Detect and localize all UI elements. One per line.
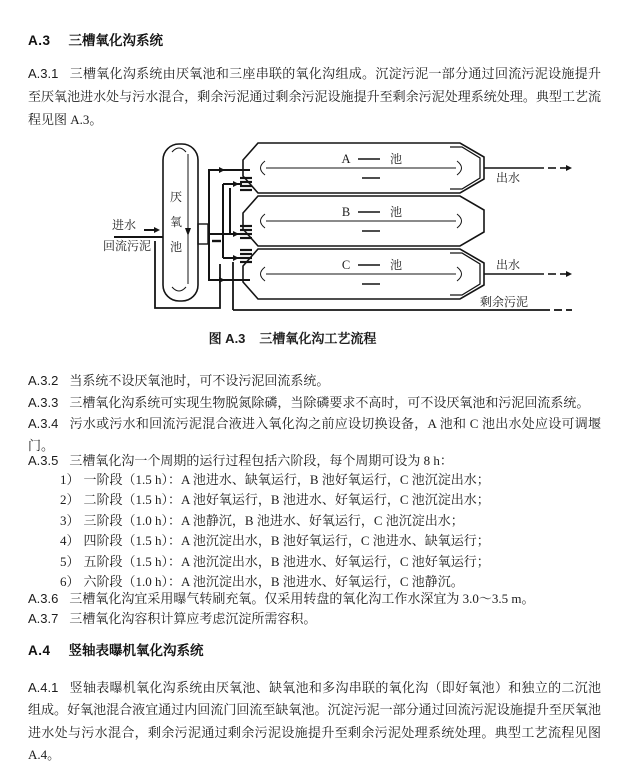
clause-a3-3-number: A.3.3 (28, 395, 59, 410)
branch-b-arrow-icon (233, 231, 239, 237)
clause-a3-4-text: 污水或污水和回流污泥混合液进入氧化沟之前应设切换设备，A 池和 C 池出水处应设可调堰门。 (28, 416, 601, 453)
clause-a3-7-text: 三槽氧化沟容积计算应考虑沉淀所需容积。 (69, 611, 317, 626)
clause-a3-1-number: A.3.1 (28, 66, 59, 81)
effluent-a-arrow-icon (566, 165, 572, 171)
pool-b (243, 196, 484, 246)
clause-a3-5-text: 三槽氧化沟一个周期的运行过程包括六阶段，每个周期可设为 8 h： (69, 453, 453, 468)
stage-1-number: 1） (60, 472, 80, 487)
clause-a3-1 (28, 62, 601, 131)
clause-a3-6-text: 三槽氧化沟宜采用曝气转刷充氧。仅采用转盘的氧化沟工作水深宜为 3.0～3.5 m。 (69, 591, 535, 606)
tank-flow-down-arrow-icon (185, 228, 191, 236)
tank-channel-top-curve (172, 148, 186, 152)
pool-c-inlet-gate (240, 250, 252, 262)
stage-item-3 (60, 511, 601, 531)
stage-2-number: 2） (60, 492, 80, 508)
figure-a3-caption (0, 328, 607, 347)
clause-a3-4-number: A.3.4 (28, 416, 59, 431)
stage-4-text: 四阶段（1.5 h）：A 池沉淀出水，B 池好氧运行，C 池进水、缺氧运行； (83, 533, 490, 549)
section-a3-number: A.3 (28, 33, 51, 48)
stage-2-text: 二阶段（1.5 h）：A 池好氧运行，B 池进水、好氧运行，C 池沉淀出水； (83, 492, 490, 508)
effluent-a-label: 出水 (496, 171, 521, 185)
clause-a4-1 (28, 677, 601, 767)
clause-a3-1-text: 三槽氧化沟系统由厌氧池和三座串联的氧化沟组成。沉淀污泥一部分通过回流污泥设施提升至厌氧池进水处与污水混合，剩余污泥通过剩余污泥设施提升至剩余污泥处理系统处理。典型工艺流程见图 A.3。 (28, 66, 601, 127)
anaerobic-tank-label: 厌氧池 (169, 190, 183, 254)
branch-c2-arrow-icon (233, 255, 239, 261)
pool-b-right-curve (457, 214, 462, 228)
stage-1-text: 一阶段（1.5 h）：A 池进水、缺氧运行，B 池好氧运行，C 池沉淀出水； (83, 472, 490, 487)
pool-b-word: 池 (390, 205, 403, 219)
pool-c-left-curve (261, 267, 266, 281)
effluent-c-arrow-icon (566, 271, 572, 277)
pool-c-letter: C (341, 258, 351, 272)
section-a3-title: 三槽氧化沟系统 (68, 33, 164, 48)
clause-a3-7-number: A.3.7 (28, 611, 59, 626)
clause-a3-3 (28, 391, 601, 414)
stage-3-number: 3） (60, 512, 80, 528)
branch-a2-arrow-icon (233, 181, 239, 187)
pool-b-left-curve (261, 214, 266, 228)
return-sludge-label: 回流污泥 (103, 239, 152, 253)
section-a3-heading (28, 29, 601, 49)
clause-a4-1-number: A.4.1 (28, 680, 59, 695)
stage-item-5 (60, 552, 601, 572)
stage-item-1 (60, 470, 601, 490)
clause-a3-6-number: A.3.6 (28, 591, 59, 606)
figure-a3-caption-title: 三槽氧化沟工艺流程 (259, 331, 377, 346)
pool-a-word: 池 (390, 152, 403, 166)
pool-c-word: 池 (390, 258, 403, 272)
stage-item-2 (60, 490, 601, 510)
branch-a-arrow-icon (219, 167, 225, 173)
pool-a-letter: A (341, 152, 351, 166)
pool-c-right-curve (457, 267, 462, 281)
clause-a3-5-number: A.3.5 (28, 453, 59, 468)
pool-a (243, 143, 484, 193)
clause-a4-1-text: 竖轴表曝机氧化沟系统由厌氧池、缺氧池和多沟串联的氧化沟（即好氧池）和独立的二沉池组成。好氧池混合液宜通过内回流门回流至缺氧池。沉淀污泥一部分通过回流污泥设施提升至厌氧池进水处与污水混合，剩余污泥通过剩余污泥设施提升至剩余污泥处理系统处理。典型工艺流程见图 A.4。 (28, 680, 601, 763)
tank-outlet-gate (198, 224, 208, 244)
excess-sludge-label: 剩余污泥 (480, 295, 529, 309)
stage-item-4 (60, 531, 601, 551)
clause-a3-2-text: 当系统不设厌氧池时，可不设污泥回流系统。 (69, 373, 330, 388)
stage-list (60, 470, 601, 592)
stage-4-number: 4） (60, 533, 80, 549)
section-a4-title: 竖轴表曝机氧化沟系统 (68, 643, 204, 658)
stage-5-text: 五阶段（1.5 h）：A 池沉淀出水，B 池进水、好氧运行，C 池好氧运行； (83, 553, 490, 569)
section-a4-heading (28, 639, 601, 659)
stage-3-text: 三阶段（1.0 h）：A 池静沉，B 池进水、好氧运行，C 池沉淀出水； (83, 512, 464, 528)
clause-a3-5 (28, 449, 601, 472)
figure-a3-diagram (100, 138, 580, 333)
clause-a3-7 (28, 607, 601, 630)
clause-a3-2 (28, 369, 601, 392)
pool-a-right-curve (457, 161, 462, 175)
pool-b-letter: B (341, 205, 351, 219)
pool-a-left-curve (261, 161, 266, 175)
stage-6-number: 6） (60, 574, 80, 590)
flow-arrow-icon (154, 227, 160, 233)
effluent-c-label: 出水 (496, 258, 521, 272)
stage-6-text: 六阶段（1.0 h）：A 池沉淀出水，B 池进水、好氧运行，C 池静沉。 (83, 574, 464, 590)
clause-a3-3-text: 三槽氧化沟系统可实现生物脱氮除磷，当除磷要求不高时，可不设厌氧池和污泥回流系统。 (69, 395, 590, 410)
influent-label: 进水 (112, 218, 137, 232)
clause-a3-2-number: A.3.2 (28, 373, 59, 388)
stage-5-number: 5） (60, 553, 80, 569)
pool-c (243, 249, 484, 299)
tank-channel-bottom-curve (172, 287, 186, 291)
figure-a3-caption-number: 图 A.3 (208, 331, 246, 346)
section-a4-number: A.4 (28, 643, 51, 658)
